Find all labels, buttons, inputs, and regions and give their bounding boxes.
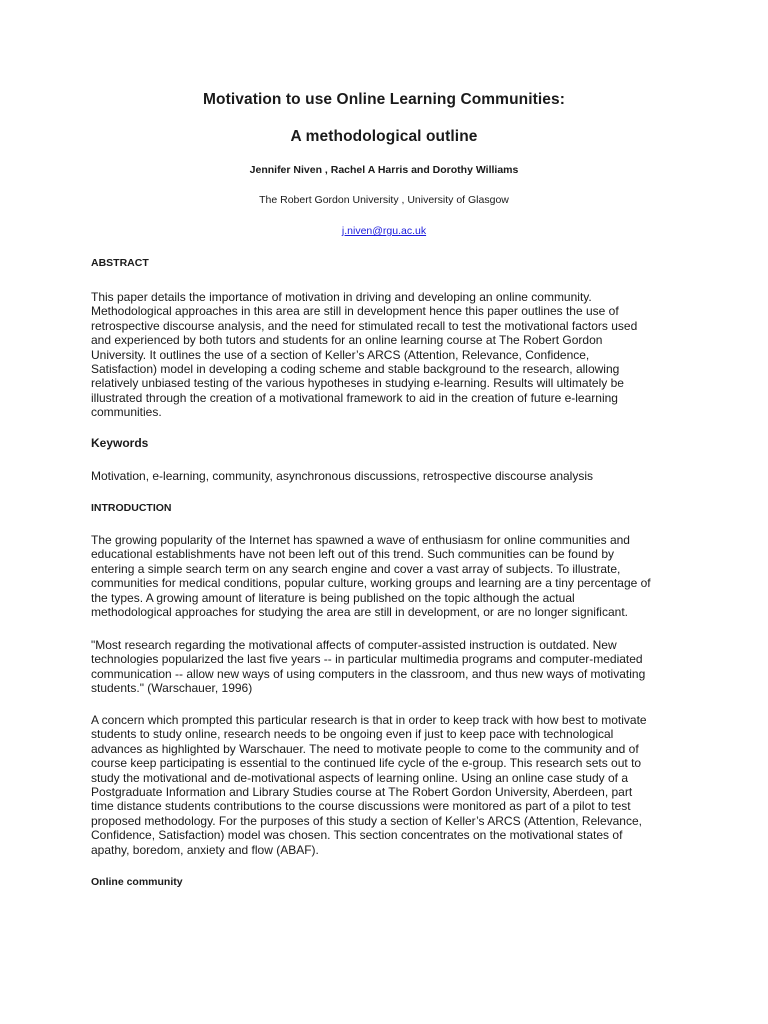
text-line: A concern which prompted this particular research is that in order to keep track with how best to motivate	[91, 713, 647, 727]
text-line: retrospective discourse analysis, and the need for stimulated recall to test the motivational factors used	[91, 318, 638, 333]
text-line: and experienced by both tutors and students for an online learning course at The Robert Gordon	[91, 333, 603, 348]
online-community-heading: Online community	[91, 876, 183, 888]
text-line: communication -- allow new ways of using computers in the classroom, and thus new ways of motivating	[91, 666, 646, 681]
text-line: illustrated through the creation of a motivational framework to aid in the creation of future e-learning	[91, 390, 618, 405]
abstract-paragraph	[91, 290, 691, 420]
text-line: Motivation, e-learning, community, asynchronous discussions, retrospective discourse analysis	[91, 469, 594, 483]
text-line: time distance students contributions to the course discussions were monitored as part of a pilot to test	[91, 799, 631, 814]
text-line: study the motivational and de-motivational aspects of learning online. Using an online case study of a	[91, 770, 628, 785]
contact-email	[0, 225, 768, 237]
text-line: Postgraduate Information and Library Studies course at The Robert Gordon University, Aberdeen, part	[91, 785, 633, 800]
text-line: University. It outlines the use of a section of Keller’s ARCS (Attention, Relevance, Confidence,	[91, 347, 590, 362]
text-line: the types. A growing amount of literature is being published on the topic although the actual	[91, 590, 575, 605]
keywords-heading: Keywords	[91, 436, 149, 450]
text-line: students to study online, research needs to be ongoing even if just to keep pace with technological	[91, 727, 614, 742]
text-line: educational establishments have not been left out of this trend. Such communities can be found by	[91, 547, 614, 562]
text-line: students." (Warschauer, 1996)	[91, 681, 253, 696]
introduction-heading: INTRODUCTION	[91, 502, 172, 514]
text-line: proposed methodology. For the purposes of this study a section of Keller’s ARCS (Attention, Relevance,	[91, 813, 642, 828]
text-line: communities for medical conditions, popular culture, working groups and learning are a tiny percentage of	[91, 576, 651, 591]
intro-paragraph-1	[91, 533, 691, 619]
author-list: Jennifer Niven , Rachel A Harris and Dorothy Williams	[249, 164, 519, 176]
text-line: course keep participating is essential to the continued life cycle of the e-group. This research sets out to	[91, 756, 642, 771]
text-line: communities.	[91, 405, 162, 420]
paper-subtitle: A methodological outline	[290, 128, 478, 145]
keywords-text	[91, 469, 691, 483]
text-line: entering a simple search term on any search engine and cover a vast array of subjects. To illustrate,	[91, 561, 621, 576]
affiliation: The Robert Gordon University , University of Glasgow	[259, 194, 509, 206]
text-line: Methodological approaches in this area are still in development hence this paper outlines the use of	[91, 304, 619, 319]
abstract-heading: ABSTRACT	[91, 257, 149, 269]
paper-title: Motivation to use Online Learning Communities:	[203, 91, 565, 108]
text-line: advances as highlighted by Warschauer. The need to motivate people to come to the community and of	[91, 741, 639, 756]
text-line: This paper details the importance of motivation in driving and developing an online community.	[91, 290, 592, 304]
text-line: relatively unbiased testing of the various hypotheses in studying e-learning. Results will ultimately be	[91, 376, 624, 391]
text-line: Satisfaction) model in developing a coding scheme and stable background to the research, allowing	[91, 362, 620, 377]
text-line: "Most research regarding the motivational affects of computer-assisted instruction is outdated. New	[91, 638, 617, 652]
intro-paragraph-3	[91, 713, 691, 857]
intro-quote	[91, 638, 691, 696]
text-line: The growing popularity of the Internet has spawned a wave of enthusiasm for online communities and	[91, 533, 630, 547]
text-line: Confidence, Satisfaction) model was chosen. This section concentrates on the motivational states of	[91, 828, 623, 843]
text-line: methodological approaches for studying the area are still in development, or are no longer significant.	[91, 605, 628, 620]
text-line: apathy, boredom, anxiety and flow (ABAF).	[91, 842, 319, 857]
email-link[interactable]: j.niven@rgu.ac.uk	[341, 225, 427, 237]
text-line: technologies popularized the last five years -- in particular multimedia programs and computer-mediated	[91, 652, 643, 667]
